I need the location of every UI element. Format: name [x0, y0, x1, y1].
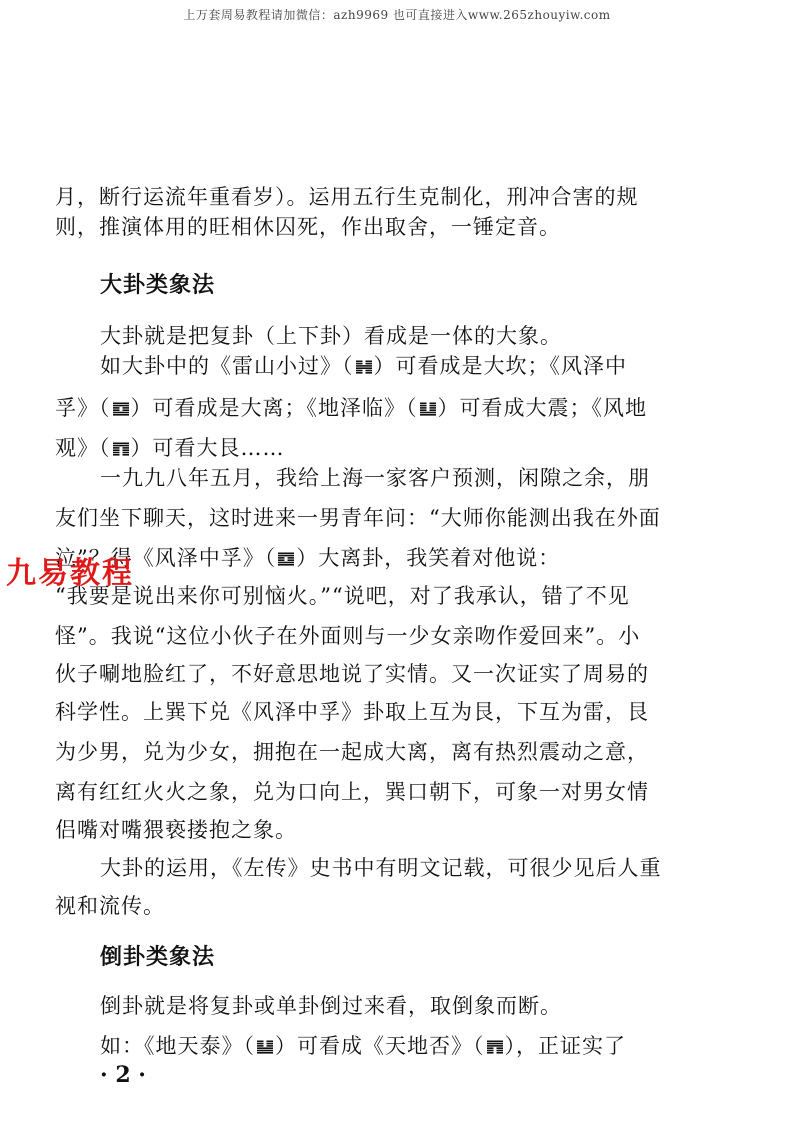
body-line-5: 孚》（ ）可看成是大离；《地泽临》（ ）可看成大震；《风地	[55, 396, 647, 420]
body-line-14: 为少男，兑为少女，拥抱在一起成大离，离有热烈震动之意，	[55, 740, 649, 764]
body-line-8: 友们坐下聊天，这时进来一男青年问：“大师你能测出我在外面	[55, 506, 661, 530]
hexagram-zhongfu-icon-2	[278, 552, 294, 566]
body-line-1: 月，断行运流年重看岁）。运用五行生克制化，刑冲合害的规	[55, 185, 639, 209]
body-line-19: 倒卦就是将复卦或单卦倒过来看，取倒象而断。	[100, 994, 562, 1018]
body-line-16: 侣嘴对嘴猥亵搂抱之象。	[55, 818, 297, 842]
body-line-11: 怪”。我说“这位小伙子在外面则与一少女亲吻作爱回来”。小	[55, 624, 641, 648]
body-line-2: 则，推演体用的旺相休囚死，作出取舍，一锤定音。	[55, 215, 561, 239]
watermark-logo: 九易教程	[6, 556, 134, 591]
body-line-9: 泣”？得《风泽中孚》（ ）大离卦，我笑着对他说：	[55, 546, 561, 570]
hexagram-guan-icon	[113, 442, 129, 456]
hexagram-xiaoguo-icon	[356, 360, 372, 374]
hexagram-tai-icon	[257, 1040, 273, 1054]
body-line-18: 视和流传。	[55, 894, 165, 918]
hexagram-pi-icon	[487, 1040, 503, 1054]
body-line-10: “我要是说出来你可别恼火。”“说吧，对了我承认，错了不见	[55, 584, 630, 608]
page-header-banner: 上万套周易教程请加微信：azh9969 也可直接进入www.265zhouyiw.com	[183, 8, 611, 22]
body-line-6: 观》（ ）可看大艮……	[55, 436, 285, 460]
section-heading-dagua: 大卦类象法	[100, 273, 216, 298]
hexagram-zhongfu-icon	[113, 402, 129, 416]
body-line-7: 一九九八年五月，我给上海一家客户预测，闲隙之余，朋	[100, 466, 650, 490]
body-line-20: 如：《地天泰》（ ）可看成《天地否》（ ），正证实了	[100, 1034, 626, 1058]
body-line-3: 大卦就是把复卦（上下卦）看成是一体的大象。	[100, 324, 562, 348]
body-line-12: 伙子唰地脸红了，不好意思地说了实情。又一次证实了周易的	[55, 662, 649, 686]
page-number: · 2 ·	[100, 1062, 146, 1088]
body-line-15: 离有红红火火之象，兑为口向上，巽口朝下，可象一对男女情	[55, 780, 649, 804]
body-line-13: 科学性。上巽下兑《风泽中孚》卦取上互为艮，下互为雷，艮	[55, 700, 649, 724]
hexagram-lin-icon	[420, 402, 436, 416]
section-heading-daogua: 倒卦类象法	[100, 945, 216, 970]
body-line-4: 如大卦中的《雷山小过》（ ）可看成是大坎；《风泽中	[100, 354, 627, 378]
body-line-17: 大卦的运用，《左传》史书中有明文记载，可很少见后人重	[100, 856, 662, 880]
